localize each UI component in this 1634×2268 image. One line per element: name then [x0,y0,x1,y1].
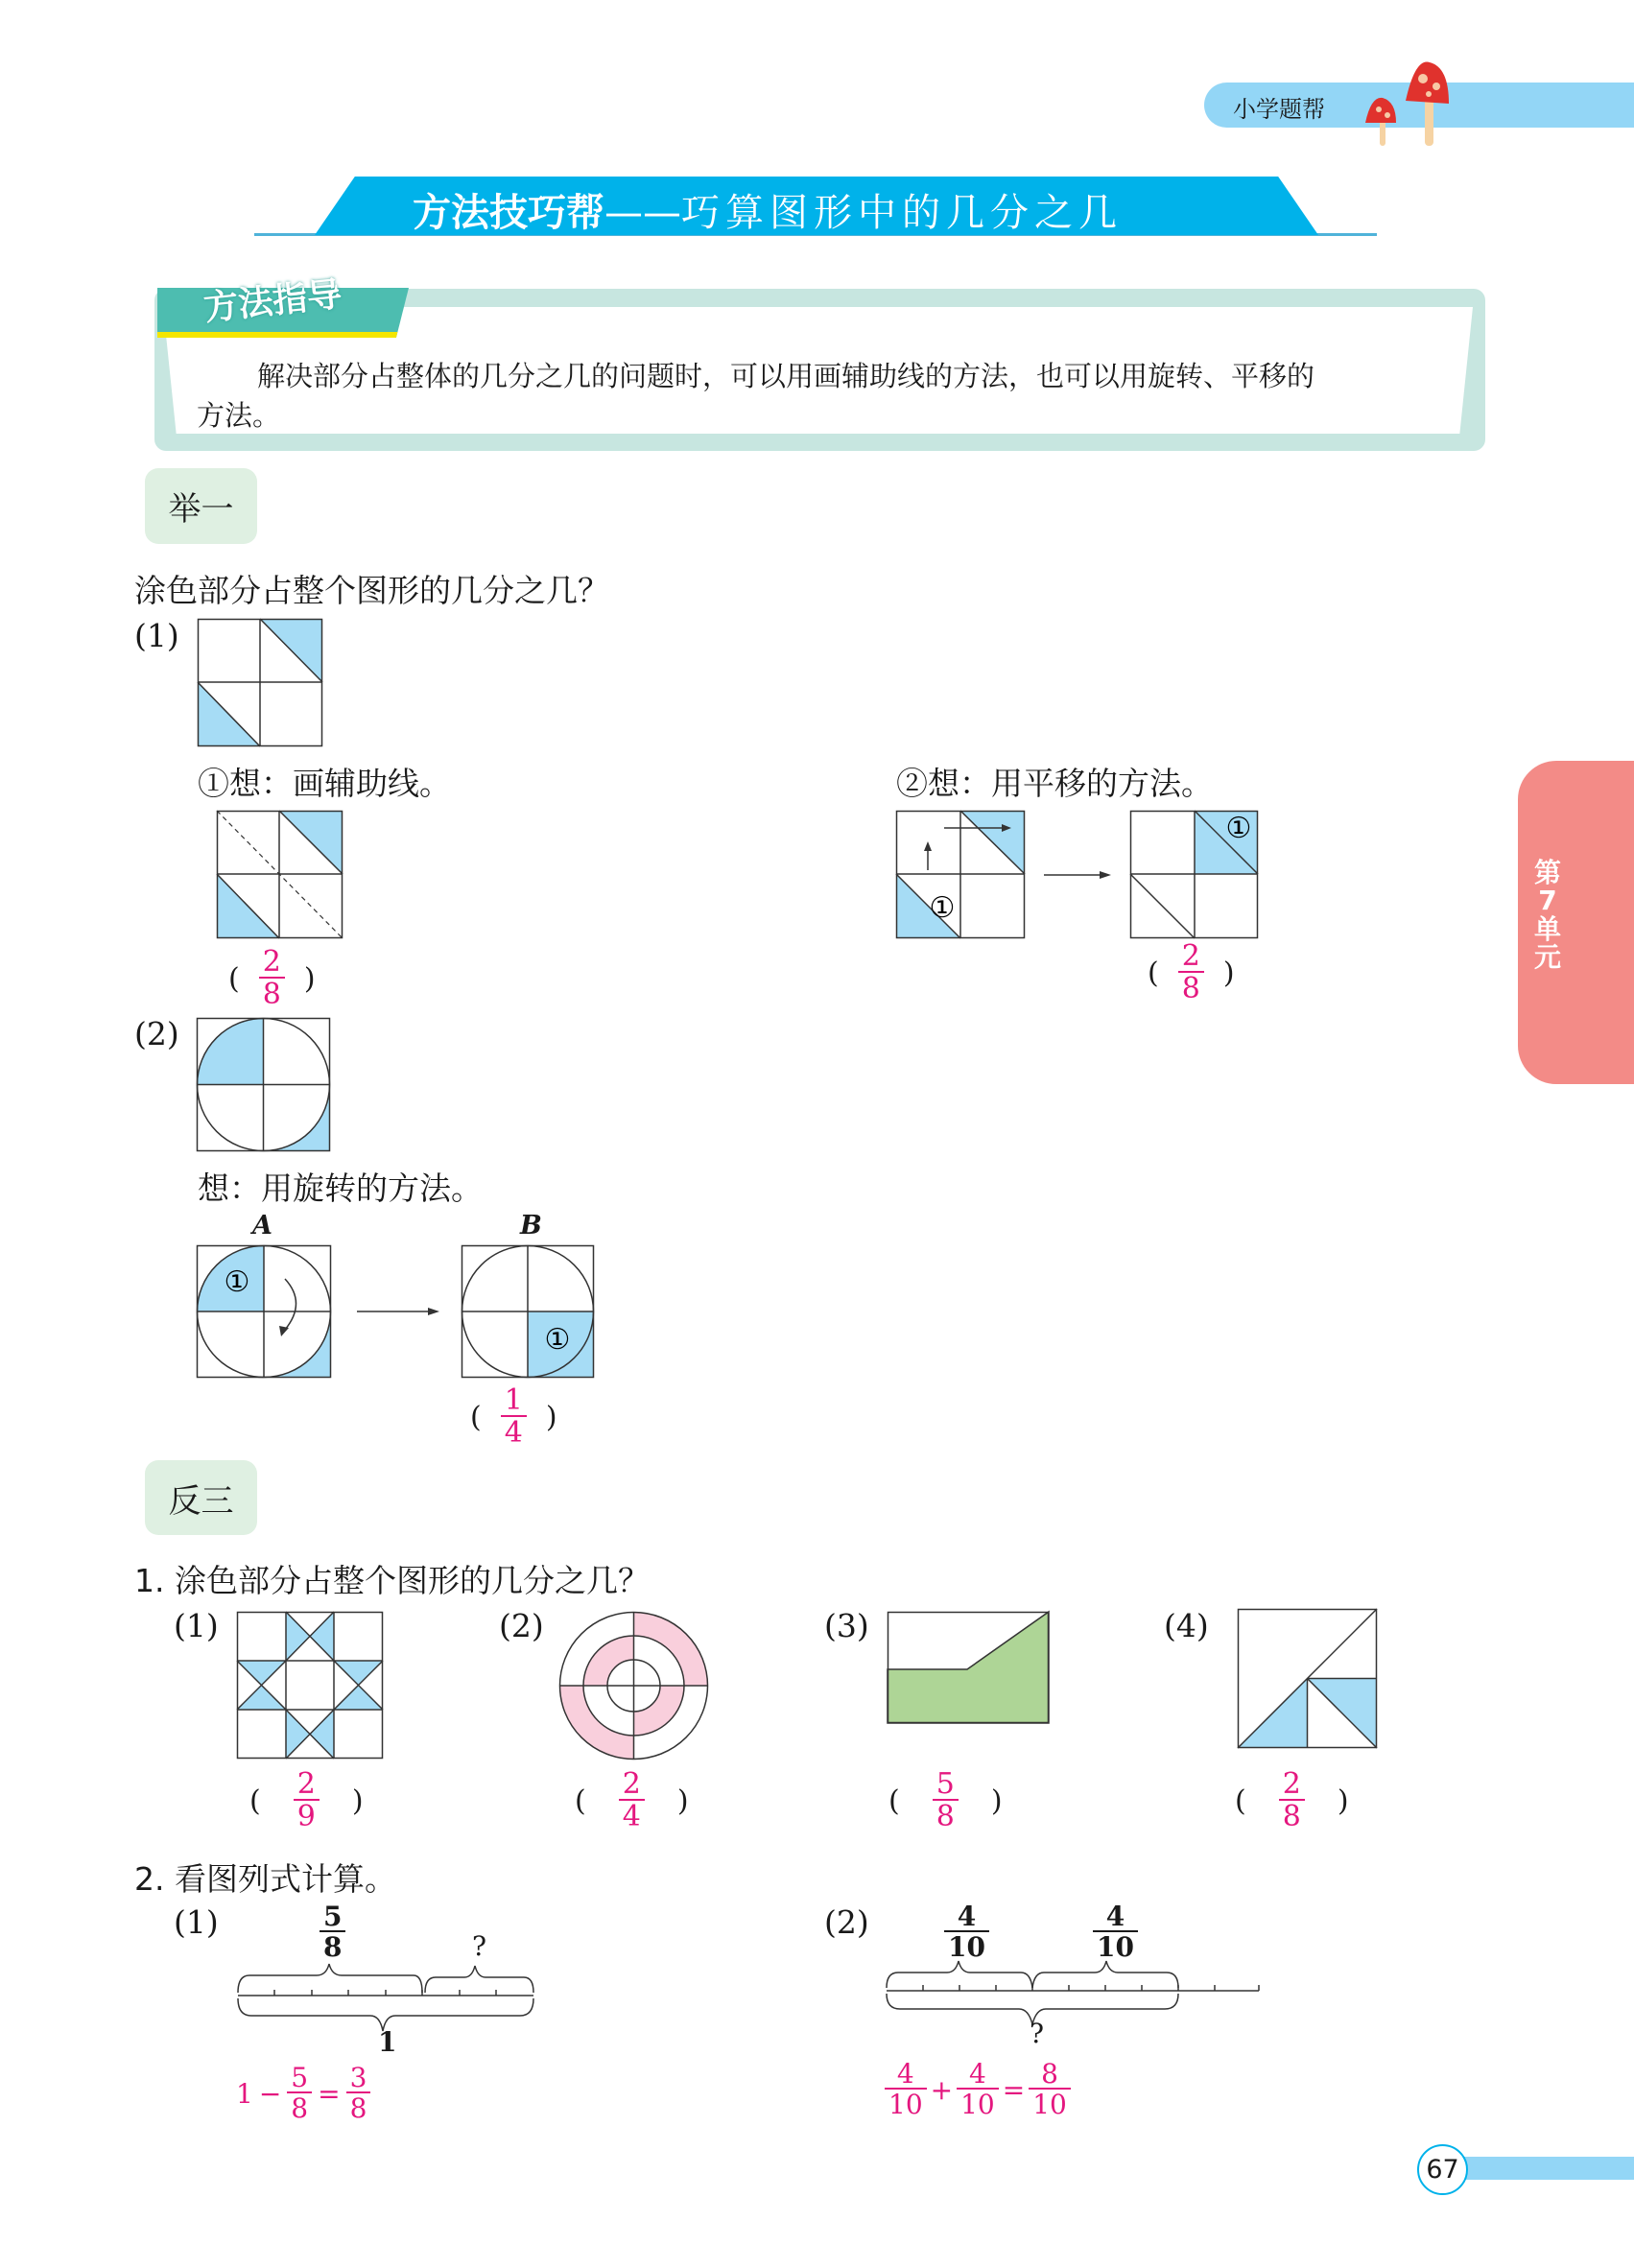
guide-text-line1: 解决部分占整体的几分之几的问题时，可以用画辅助线的方法，也可以用旋转、平移的 [257,360,1315,392]
q1-answer-3: ( $\frac{5}{8}$ ) [888,1767,1003,1833]
fraction: $\frac{3}{8}$ [346,2065,371,2122]
page-number: 67 [1417,2144,1468,2195]
svg-text:①: ① [224,1265,250,1299]
answer-fraction: $\frac{2}{8}$ [259,948,285,1009]
fraction: $\frac{8}{10}$ [1029,2061,1071,2118]
rotation-figure-b [462,1245,594,1378]
fraction: $\frac{4}{10}$ [885,2061,927,2118]
method-rotation: 想：用旋转的方法。 [198,1169,483,1207]
q2-2-number-line [885,1959,1261,2036]
figure-a-label: A [252,1211,272,1240]
example2-answer: ( $\frac{1}{4}$ ) [470,1383,557,1450]
answer-fraction: $\frac{5}{8}$ [933,1770,959,1831]
auxiliary-line-figure [217,811,343,938]
q2-1-unknown: ? [472,1930,487,1962]
q2-item2-label: (2) [824,1903,869,1941]
q2-item1-label: (1) [174,1903,219,1941]
page-number-bar [1458,2157,1634,2180]
q1-figure-triangles [1238,1609,1377,1748]
fraction: $\frac{4}{10}$ [957,2061,999,2118]
example2-figure [197,1018,330,1151]
svg-text:①: ① [929,891,956,925]
example1-figure [198,619,322,746]
answer-fraction: $\frac{1}{4}$ [501,1386,527,1448]
q1-item1-label: (1) [174,1607,219,1644]
q2-2-top-fraction-1: $\frac{4}{10}$ [944,1903,989,1961]
arrow-right-icon [357,1305,439,1318]
q1-answer-4: ( $\frac{2}{8}$ ) [1235,1767,1349,1833]
page-title: 方法技巧帮——巧算图形中的几分之几 [413,191,1123,235]
q1-item4-label: (4) [1164,1607,1209,1644]
answer-fraction: $\frac{2}{9}$ [294,1770,320,1831]
svg-text:①: ① [544,1323,571,1357]
q2-1-equation: 1 − $\frac{5}{8}$ = $\frac{3}{8}$ [236,2065,370,2122]
q1-figure-grid [237,1612,383,1759]
brand-text: 小学题帮 [1233,96,1325,123]
example-badge: 举一 [145,468,257,544]
practice-question-1: 1. 涂色部分占整个图形的几分之几？ [134,1562,650,1599]
answer-fraction: $\frac{2}{8}$ [1178,942,1204,1004]
translation-figure-before [896,811,1025,938]
q2-1-whole: 1 [378,2026,397,2058]
example1-answer1: ( $\frac{2}{8}$ ) [228,945,316,1011]
fraction: $\frac{5}{8}$ [287,2065,312,2122]
method-auxiliary-line: ①想：画辅助线。 [198,765,451,802]
q1-item2-label: (2) [499,1607,544,1644]
practice-question-2: 2. 看图列式计算。 [134,1860,396,1898]
example-part1-label: (1) [134,617,179,654]
q1-figure-rectangle [888,1612,1049,1723]
q2-2-unknown: ? [1030,2018,1045,2049]
method-translation: ②想：用平移的方法。 [896,765,1213,802]
unit-side-tab-text: 第7单元 [1533,857,1561,974]
example-question: 涂色部分占整个图形的几分之几？ [134,572,609,609]
mushroom-icon [1358,58,1463,149]
figure-b-label: B [520,1211,542,1240]
guide-text-line2: 方法。 [197,399,281,432]
rotation-figure-a [197,1245,331,1378]
practice-badge: 反三 [145,1460,257,1535]
example-part2-label: (2) [134,1015,179,1052]
translation-figure-after [1130,811,1258,938]
answer-fraction: $\frac{2}{8}$ [1279,1770,1305,1831]
guide-label-text: 方法指导 [201,274,344,329]
q2-1-top-fraction: $\frac{5}{8}$ [320,1903,345,1961]
example1-answer2: ( $\frac{2}{8}$ ) [1148,939,1235,1005]
q2-2-equation: $\frac{4}{10}$ + $\frac{4}{10}$ = $\frac{8}{10}$ [885,2061,1071,2118]
q1-figure-rings [559,1612,708,1760]
arrow-right-icon [1044,868,1111,882]
q1-answer-1: ( $\frac{2}{9}$ ) [249,1767,364,1833]
q1-item3-label: (3) [824,1607,869,1644]
answer-fraction: $\frac{2}{4}$ [619,1770,645,1831]
q1-answer-2: ( $\frac{2}{4}$ ) [575,1767,689,1833]
q2-2-top-fraction-2: $\frac{4}{10}$ [1093,1903,1138,1961]
svg-text:①: ① [1225,812,1252,845]
